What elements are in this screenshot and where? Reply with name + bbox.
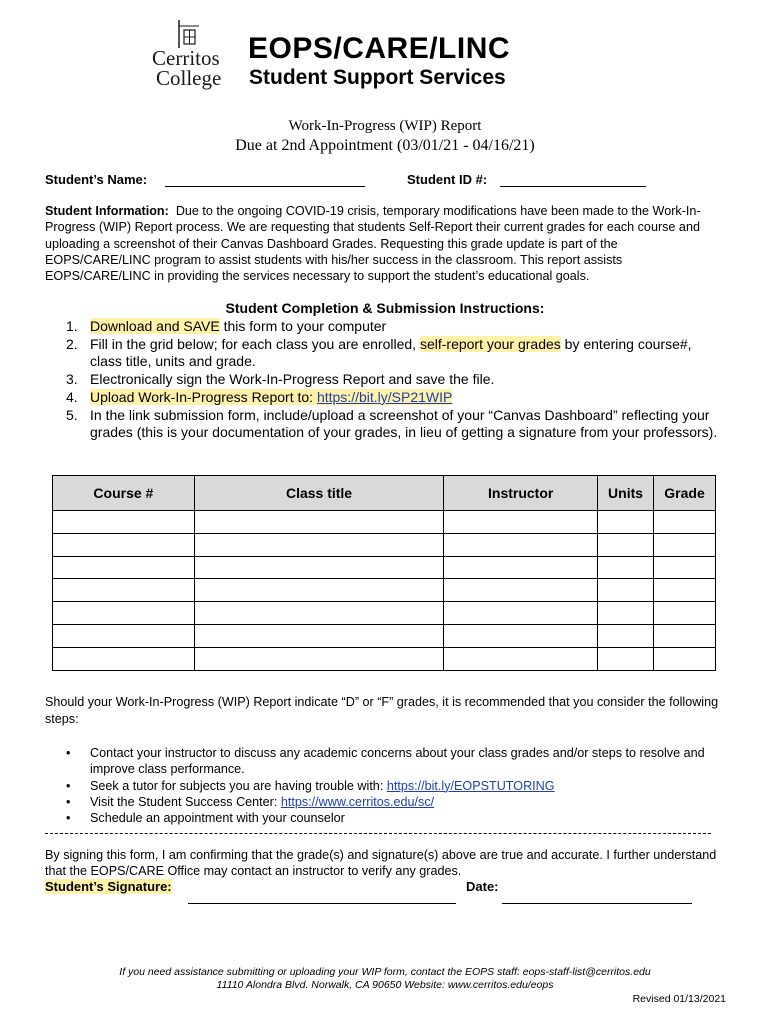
table-row [53,602,716,625]
table-cell[interactable] [444,602,598,625]
table-cell[interactable] [598,624,654,647]
list-item: • Seek a tutor for subjects you are having trouble with: https://bit.ly/EOPSTUTORING [66,778,555,793]
college-name-line2: College [156,66,222,90]
col-course: Course # [53,476,195,511]
grades-table-body [53,511,716,671]
student-id-field[interactable] [500,186,646,187]
bullet-icon: • [66,778,71,793]
table-cell[interactable] [444,579,598,602]
table-cell[interactable] [53,647,195,670]
advice-list [66,745,726,826]
date-label: Date: [466,879,499,894]
bullet-icon: • [66,794,71,809]
table-cell[interactable] [53,624,195,647]
table-cell[interactable] [598,533,654,556]
table-cell[interactable] [654,511,716,534]
table-cell[interactable] [598,647,654,670]
table-row [53,624,716,647]
signature-label: Student’s Signature: [45,879,172,894]
advice-intro: Should your Work-In-Progress (WIP) Report indicate “D” or “F” grades, it is recommended that you consider the following steps: [45,695,719,726]
table-cell[interactable] [194,602,444,625]
report-title: Work-In-Progress (WIP) Report [288,118,482,134]
table-cell[interactable] [598,602,654,625]
table-cell[interactable] [194,533,444,556]
grades-table [52,475,716,671]
success-center-link[interactable]: https://www.cerritos.edu/sc/ [280,794,435,809]
revision-date: Revised 01/13/2021 [632,993,726,1005]
program-title: EOPS/CARE/LINC [248,32,511,65]
table-cell[interactable] [654,624,716,647]
bullet-icon: • [66,746,71,760]
table-cell[interactable] [598,511,654,534]
table-row [53,511,716,534]
signature-field[interactable] [188,903,456,904]
table-cell[interactable] [194,511,444,534]
upload-link[interactable]: https://bit.ly/SP21WIP [316,388,453,405]
student-name-field[interactable] [165,186,365,187]
table-row [53,647,716,670]
col-units: Units [598,476,654,511]
student-id-label: Student ID #: [407,172,488,187]
list-item: • Schedule an appointment with your counselor [66,811,345,826]
tutoring-link[interactable]: https://bit.ly/EOPSTUTORING [386,778,555,793]
table-row [53,533,716,556]
student-information-label: Student Information: [45,204,169,218]
table-cell[interactable] [53,556,195,579]
table-cell[interactable] [654,602,716,625]
student-name-label: Student’s Name: [45,172,148,187]
instruction-item: 4. Upload Work-In-Progress Report to: https://bit.ly/SP21WIP [66,388,453,405]
table-header-row [53,476,716,511]
table-cell[interactable] [654,647,716,670]
instruction-item: 2. Fill in the grid below; for each class you are enrolled, self-report your grades by entering course#, class title, units and grade. [66,335,692,370]
signature-statement: By signing this form, I am confirming that the grade(s) and signature(s) above are true and accurate. I further understand that the EOPS/CARE Office may contact an instructor to verify any grades. [45,848,717,879]
instructions-list [66,318,726,442]
table-cell[interactable] [444,511,598,534]
table-cell[interactable] [194,579,444,602]
table-row [53,579,716,602]
college-name-line1: Cerritos [152,46,220,70]
student-information [45,203,725,284]
program-subtitle: Student Support Services [249,66,506,89]
footer-address: 11110 Alondra Blvd. Norwalk, CA 90650 Website: www.cerritos.edu/eops [216,979,554,991]
instruction-item: 5. In the link submission form, include/upload a screenshot of your “Canvas Dashboard” reflecting your grades (this is your documentation of your grades, in lieu of getting a signature from your professors). [66,406,718,441]
col-instructor: Instructor [444,476,598,511]
table-cell[interactable] [598,556,654,579]
table-cell[interactable] [53,602,195,625]
student-information-text: Due to the ongoing COVID-19 crisis, temporary modifications have been made to the Work-In-Progress (WIP) Report process. We are requesting that students Self-Report their current grades for each course and uploading a screenshot of their Canvas Dashboard Grades. Requesting this grade update is part of the EOPS/CARE/LINC program to assist students with his/her success in the classroom. This report assists EOPS/CARE/LINC in providing the services necessary to support the student’s educational goals. [45,204,701,284]
table-cell[interactable] [194,556,444,579]
report-due-date: Due at 2nd Appointment (03/01/21 - 04/16/21) [235,137,535,154]
table-cell[interactable] [654,579,716,602]
table-cell[interactable] [444,647,598,670]
col-grade: Grade [654,476,716,511]
col-class-title: Class title [194,476,444,511]
footer-contact: If you need assistance submitting or uploading your WIP form, contact the EOPS staff: eops-staff-list@cerritos.edu [119,966,651,978]
date-field[interactable] [502,903,692,904]
table-cell[interactable] [194,624,444,647]
table-cell[interactable] [444,533,598,556]
table-cell[interactable] [654,533,716,556]
instruction-item: 1. Download and SAVE this form to your computer [66,318,387,334]
table-cell[interactable] [444,624,598,647]
list-item: • Visit the Student Success Center: https://www.cerritos.edu/sc/ [66,794,435,809]
table-cell[interactable] [598,579,654,602]
instructions-heading: Student Completion & Submission Instructions: [225,300,545,316]
bullet-icon: • [66,811,71,826]
table-cell[interactable] [654,556,716,579]
list-item: • Contact your instructor to discuss any academic concerns about your class grades and/or steps to resolve and improve class performance. [66,746,705,777]
instruction-item: 3. Electronically sign the Work-In-Progress Report and save the file. [66,371,495,388]
table-cell[interactable] [444,556,598,579]
table-cell[interactable] [53,533,195,556]
table-cell[interactable] [194,647,444,670]
table-row [53,556,716,579]
dashed-divider [45,833,711,834]
table-cell[interactable] [53,579,195,602]
table-cell[interactable] [53,511,195,534]
